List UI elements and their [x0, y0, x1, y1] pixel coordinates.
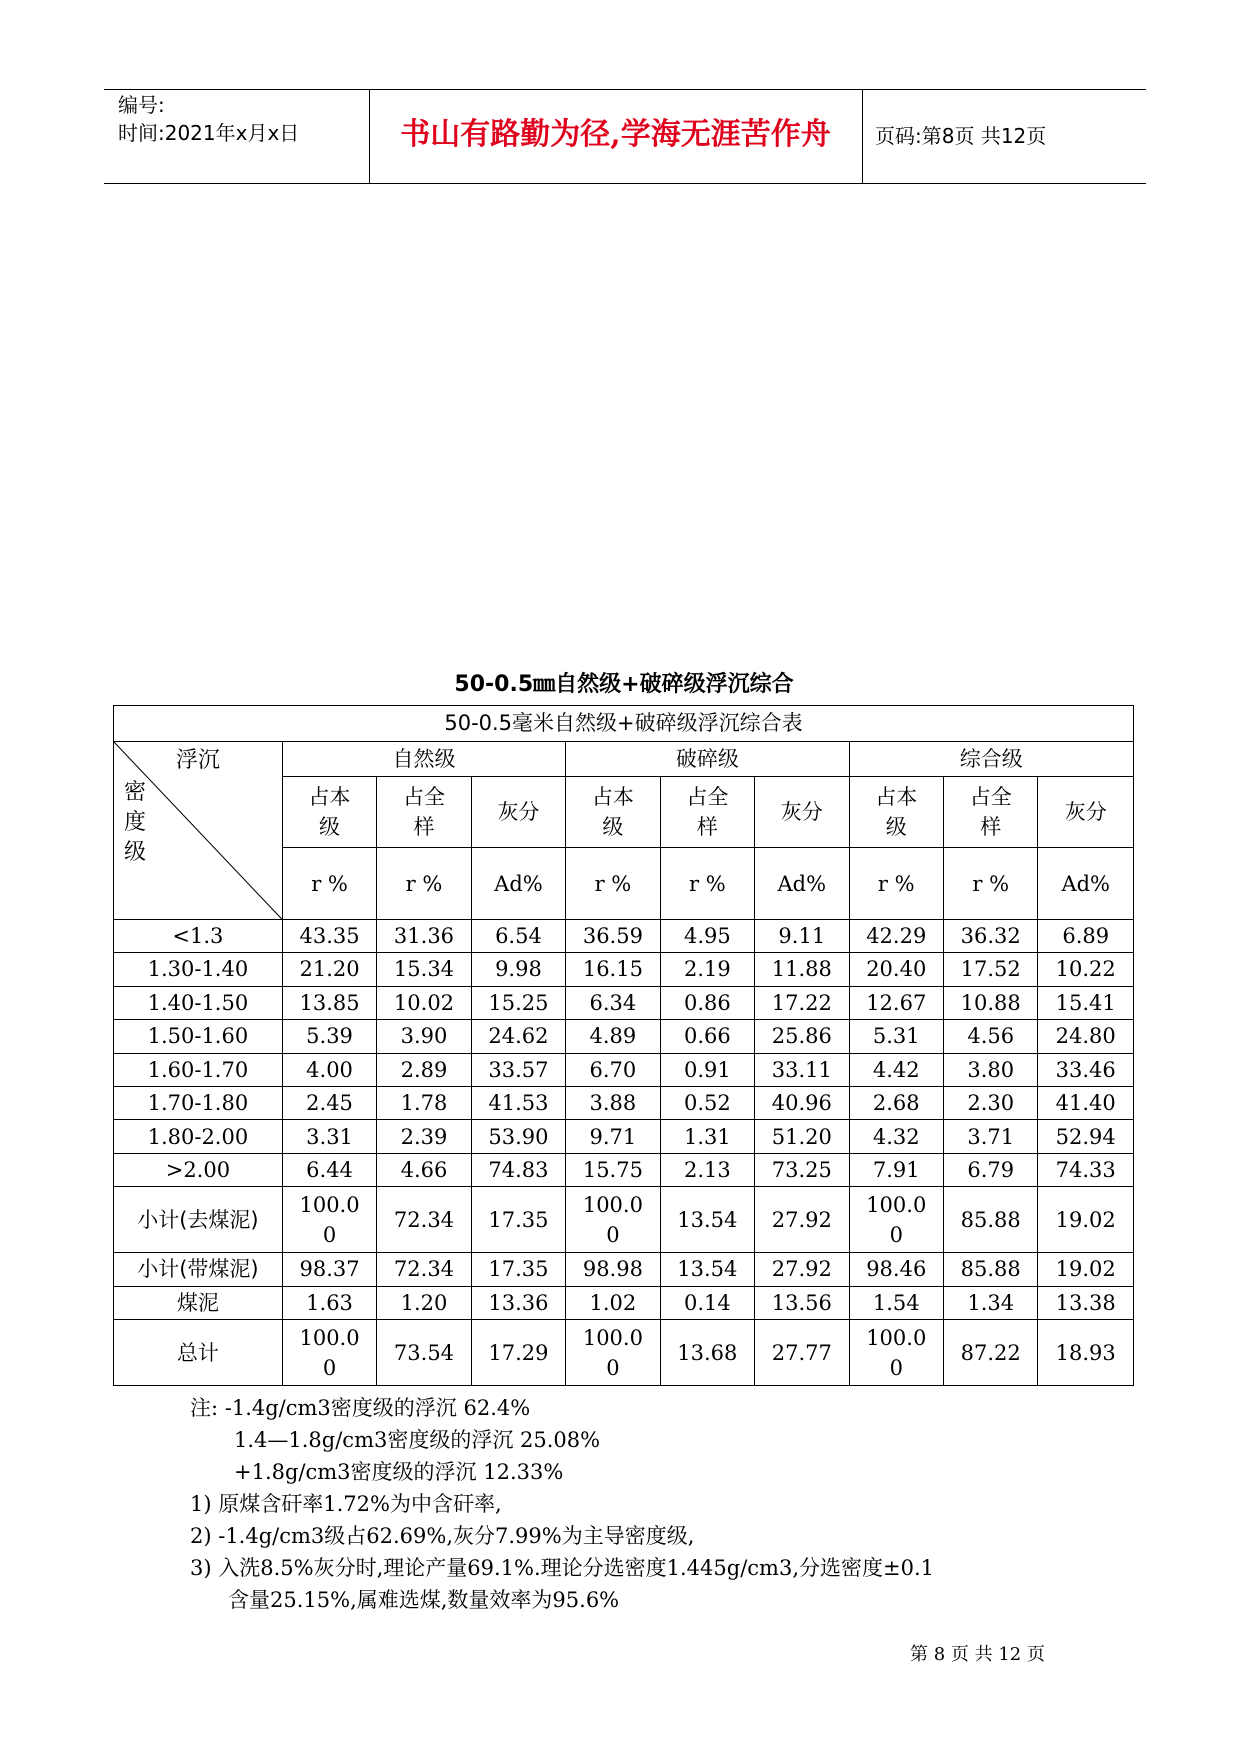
value-cell: 4.95 — [660, 919, 754, 952]
table-row — [114, 953, 1134, 986]
unit-cell: Ad% — [755, 848, 849, 919]
value-cell: 42.29 — [849, 919, 943, 952]
value-cell: 41.53 — [471, 1086, 565, 1119]
value-cell: 3.71 — [943, 1120, 1037, 1153]
row-label-cell: 1.60-1.70 — [114, 1053, 283, 1086]
value-cell: 4.89 — [566, 1020, 660, 1053]
value-cell: 100.00 — [849, 1187, 943, 1253]
sub-header-cell: 灰分 — [755, 777, 849, 848]
unit-cell: Ad% — [471, 848, 565, 919]
note-line: 含量25.15%,属难选煤,数量效率为95.6% — [228, 1588, 620, 1612]
value-cell: 7.91 — [849, 1153, 943, 1186]
value-cell: 100.00 — [566, 1187, 660, 1253]
value-cell: 100.00 — [282, 1320, 376, 1386]
value-cell: 19.02 — [1038, 1253, 1134, 1286]
value-cell: 24.80 — [1038, 1020, 1134, 1053]
note-line: 1) 原煤含矸率1.72%为中含矸率, — [190, 1492, 502, 1516]
table-row — [114, 1320, 1134, 1386]
table-row — [114, 1153, 1134, 1186]
value-cell: 6.79 — [943, 1153, 1037, 1186]
value-cell: 13.68 — [660, 1320, 754, 1386]
sub-header-cell: 占本级 — [282, 777, 376, 848]
value-cell: 2.13 — [660, 1153, 754, 1186]
row-label-cell: 1.30-1.40 — [114, 953, 283, 986]
header-divider — [862, 89, 863, 183]
header-top-rule — [104, 89, 1146, 90]
value-cell: 20.40 — [849, 953, 943, 986]
value-cell: 41.40 — [1038, 1086, 1134, 1119]
value-cell: 16.15 — [566, 953, 660, 986]
table-row — [114, 1053, 1134, 1086]
value-cell: 33.46 — [1038, 1053, 1134, 1086]
value-cell: 15.41 — [1038, 986, 1134, 1019]
sub-header-cell: 占全样 — [660, 777, 754, 848]
value-cell: 85.88 — [943, 1253, 1037, 1286]
value-cell: 17.22 — [755, 986, 849, 1019]
value-cell: 72.34 — [377, 1253, 471, 1286]
row-label-cell: <1.3 — [114, 919, 283, 952]
value-cell: 9.71 — [566, 1120, 660, 1153]
sub-header-cell: 占全样 — [943, 777, 1037, 848]
value-cell: 3.90 — [377, 1020, 471, 1053]
table-row — [114, 1253, 1134, 1286]
value-cell: 6.44 — [282, 1153, 376, 1186]
value-cell: 3.80 — [943, 1053, 1037, 1086]
value-cell: 1.63 — [282, 1286, 376, 1319]
header-bottom-rule — [104, 183, 1146, 184]
row-label-cell: 总计 — [114, 1320, 283, 1386]
table-row — [114, 1020, 1134, 1053]
value-cell: 13.38 — [1038, 1286, 1134, 1319]
value-cell: 4.66 — [377, 1153, 471, 1186]
value-cell: 33.57 — [471, 1053, 565, 1086]
table-row — [114, 1086, 1134, 1119]
note-line: 3) 入洗8.5%灰分时,理论产量69.1%.理论分选密度1.445g/cm3,分选密度±0.1 — [190, 1556, 934, 1580]
corner-label-float-sink: 浮沉 — [175, 747, 220, 773]
value-cell: 1.34 — [943, 1286, 1037, 1319]
value-cell: 2.68 — [849, 1086, 943, 1119]
value-cell: 2.39 — [377, 1120, 471, 1153]
sub-header-cell: 占本级 — [566, 777, 660, 848]
sub-header-cell: 灰分 — [471, 777, 565, 848]
float-sink-table — [113, 705, 1134, 1386]
note-line: 2) -1.4g/cm3级占62.69%,灰分7.99%为主导密度级, — [190, 1524, 695, 1548]
unit-cell: Ad% — [1038, 848, 1134, 919]
value-cell: 100.00 — [566, 1320, 660, 1386]
value-cell: 13.85 — [282, 986, 376, 1019]
value-cell: 21.20 — [282, 953, 376, 986]
value-cell: 2.45 — [282, 1086, 376, 1119]
header-time: 时间:2021年x月x日 — [118, 121, 300, 145]
value-cell: 36.59 — [566, 919, 660, 952]
value-cell: 2.89 — [377, 1053, 471, 1086]
value-cell: 12.67 — [849, 986, 943, 1019]
group-header-crushed: 破碎级 — [566, 741, 849, 777]
value-cell: 6.70 — [566, 1053, 660, 1086]
table-row — [114, 919, 1134, 952]
value-cell: 87.22 — [943, 1320, 1037, 1386]
value-cell: 0.14 — [660, 1286, 754, 1319]
value-cell: 0.66 — [660, 1020, 754, 1053]
value-cell: 6.34 — [566, 986, 660, 1019]
value-cell: 5.31 — [849, 1020, 943, 1053]
value-cell: 27.92 — [755, 1187, 849, 1253]
value-cell: 74.83 — [471, 1153, 565, 1186]
unit-cell: r % — [566, 848, 660, 919]
value-cell: 0.86 — [660, 986, 754, 1019]
value-cell: 1.02 — [566, 1286, 660, 1319]
corner-label-density: 密度级 — [124, 779, 147, 865]
value-cell: 13.54 — [660, 1187, 754, 1253]
value-cell: 100.00 — [849, 1320, 943, 1386]
header-number: 编号: — [118, 93, 165, 117]
unit-cell: r % — [943, 848, 1037, 919]
value-cell: 4.42 — [849, 1053, 943, 1086]
row-label-cell: 煤泥 — [114, 1286, 283, 1319]
value-cell: 33.11 — [755, 1053, 849, 1086]
unit-cell: r % — [660, 848, 754, 919]
value-cell: 52.94 — [1038, 1120, 1134, 1153]
value-cell: 2.19 — [660, 953, 754, 986]
sub-header-cell: 占全样 — [377, 777, 471, 848]
value-cell: 18.93 — [1038, 1320, 1134, 1386]
value-cell: 53.90 — [471, 1120, 565, 1153]
header-page-number: 页码:第8页 共12页 — [875, 124, 1047, 148]
value-cell: 0.91 — [660, 1053, 754, 1086]
value-cell: 4.56 — [943, 1020, 1037, 1053]
sub-header-cell: 灰分 — [1038, 777, 1134, 848]
value-cell: 13.54 — [660, 1253, 754, 1286]
value-cell: 13.56 — [755, 1286, 849, 1319]
row-label-cell: 1.50-1.60 — [114, 1020, 283, 1053]
row-label-cell: 1.70-1.80 — [114, 1086, 283, 1119]
table-caption: 50-0.5㎜自然级+破碎级浮沉综合 — [454, 672, 794, 697]
value-cell: 74.33 — [1038, 1153, 1134, 1186]
value-cell: 98.98 — [566, 1253, 660, 1286]
value-cell: 13.36 — [471, 1286, 565, 1319]
group-header-combined: 综合级 — [849, 741, 1133, 777]
value-cell: 36.32 — [943, 919, 1037, 952]
value-cell: 98.46 — [849, 1253, 943, 1286]
value-cell: 85.88 — [943, 1187, 1037, 1253]
row-label-cell: 1.40-1.50 — [114, 986, 283, 1019]
unit-cell: r % — [849, 848, 943, 919]
value-cell: 40.96 — [755, 1086, 849, 1119]
value-cell: 1.54 — [849, 1286, 943, 1319]
value-cell: 27.77 — [755, 1320, 849, 1386]
value-cell: 4.00 — [282, 1053, 376, 1086]
value-cell: 11.88 — [755, 953, 849, 986]
value-cell: 98.37 — [282, 1253, 376, 1286]
row-label-cell: 小计(带煤泥) — [114, 1253, 283, 1286]
corner-header-cell — [114, 741, 283, 919]
value-cell: 10.02 — [377, 986, 471, 1019]
value-cell: 72.34 — [377, 1187, 471, 1253]
value-cell: 51.20 — [755, 1120, 849, 1153]
value-cell: 27.92 — [755, 1253, 849, 1286]
unit-cell: r % — [377, 848, 471, 919]
value-cell: 17.35 — [471, 1253, 565, 1286]
value-cell: 100.00 — [282, 1187, 376, 1253]
value-cell: 6.54 — [471, 919, 565, 952]
value-cell: 1.31 — [660, 1120, 754, 1153]
value-cell: 43.35 — [282, 919, 376, 952]
value-cell: 24.62 — [471, 1020, 565, 1053]
note-line: 1.4—1.8g/cm3密度级的浮沉 25.08% — [234, 1428, 601, 1452]
row-label-cell: 1.80-2.00 — [114, 1120, 283, 1153]
sub-header-cell: 占本级 — [849, 777, 943, 848]
value-cell: 3.88 — [566, 1086, 660, 1119]
value-cell: 10.88 — [943, 986, 1037, 1019]
value-cell: 4.32 — [849, 1120, 943, 1153]
group-header-natural: 自然级 — [282, 741, 565, 777]
value-cell: 17.52 — [943, 953, 1037, 986]
value-cell: 15.34 — [377, 953, 471, 986]
value-cell: 17.35 — [471, 1187, 565, 1253]
value-cell: 15.75 — [566, 1153, 660, 1186]
value-cell: 1.20 — [377, 1286, 471, 1319]
table-row — [114, 1286, 1134, 1319]
value-cell: 73.54 — [377, 1320, 471, 1386]
header-motto: 书山有路勤为径,学海无涯苦作舟 — [400, 117, 831, 152]
value-cell: 25.86 — [755, 1020, 849, 1053]
note-line: +1.8g/cm3密度级的浮沉 12.33% — [234, 1460, 564, 1484]
value-cell: 9.11 — [755, 919, 849, 952]
value-cell: 19.02 — [1038, 1187, 1134, 1253]
value-cell: 1.78 — [377, 1086, 471, 1119]
value-cell: 31.36 — [377, 919, 471, 952]
value-cell: 15.25 — [471, 986, 565, 1019]
value-cell: 73.25 — [755, 1153, 849, 1186]
row-label-cell: 小计(去煤泥) — [114, 1187, 283, 1253]
note-line: 注: -1.4g/cm3密度级的浮沉 62.4% — [190, 1396, 531, 1420]
row-label-cell: >2.00 — [114, 1153, 283, 1186]
table-row — [114, 1120, 1134, 1153]
table-row — [114, 1187, 1134, 1253]
value-cell: 5.39 — [282, 1020, 376, 1053]
page-footer: 第 8 页 共 12 页 — [910, 1644, 1045, 1665]
value-cell: 3.31 — [282, 1120, 376, 1153]
value-cell: 10.22 — [1038, 953, 1134, 986]
value-cell: 2.30 — [943, 1086, 1037, 1119]
value-cell: 0.52 — [660, 1086, 754, 1119]
value-cell: 9.98 — [471, 953, 565, 986]
unit-cell: r % — [282, 848, 376, 919]
value-cell: 6.89 — [1038, 919, 1134, 952]
table-inner-title: 50-0.5毫米自然级+破碎级浮沉综合表 — [114, 706, 1134, 742]
table-row — [114, 986, 1134, 1019]
value-cell: 17.29 — [471, 1320, 565, 1386]
